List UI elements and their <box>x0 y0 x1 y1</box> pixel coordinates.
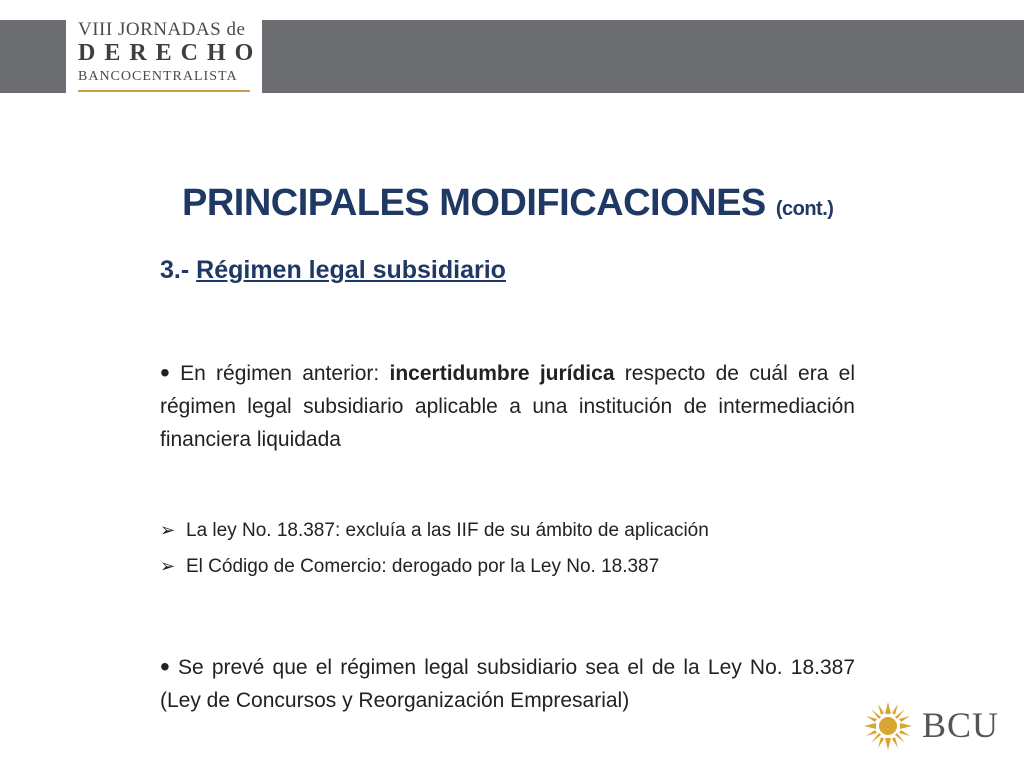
bcu-logo <box>862 700 1012 752</box>
section-title: Régimen legal subsidiario <box>196 256 506 284</box>
paragraph2-text: Se prevé que el régimen legal subsidiario sea el de la Ley No. 18.387 (Ley de Concursos y Reorganización Empresarial) <box>160 656 855 712</box>
list-item <box>160 520 709 542</box>
sun-emblem-icon <box>862 700 914 752</box>
slide-title-suffix: (cont.) <box>775 198 834 220</box>
arrow-bullet-icon: ➢ <box>160 520 176 540</box>
paragraph-previous-regime <box>160 356 855 456</box>
section-heading <box>160 256 506 285</box>
logo-line-3: BANCOCENTRALISTA <box>78 69 238 84</box>
section-number: 3.- <box>160 256 190 284</box>
bullet-icon: • <box>160 651 170 682</box>
list-item-text: La ley No. 18.387: excluía a las IIF de su ámbito de aplicación <box>186 520 709 541</box>
paragraph1-before: En régimen anterior: <box>180 362 390 385</box>
logo-line-2: DERECHO <box>78 40 263 66</box>
slide-title <box>182 182 833 225</box>
paragraph1-after: respecto de cuál era el régimen legal subsidiario aplicable a una institución de intermediación financiera liquidada <box>160 362 855 451</box>
arrow-bullet-icon: ➢ <box>160 556 176 576</box>
list-item <box>160 556 659 578</box>
paragraph-new-regime <box>160 650 855 717</box>
event-logo <box>66 14 262 95</box>
list-item-text: El Código de Comercio: derogado por la Ley No. 18.387 <box>186 556 660 577</box>
logo-underline <box>78 90 250 92</box>
bullet-icon: • <box>160 357 170 388</box>
bcu-logo-text: BCU <box>922 705 1000 745</box>
logo-line-1: VIII JORNADAS de <box>78 19 246 40</box>
slide-title-main: PRINCIPALES MODIFICACIONES <box>182 182 766 224</box>
paragraph1-bold: incertidumbre jurídica <box>389 362 615 385</box>
